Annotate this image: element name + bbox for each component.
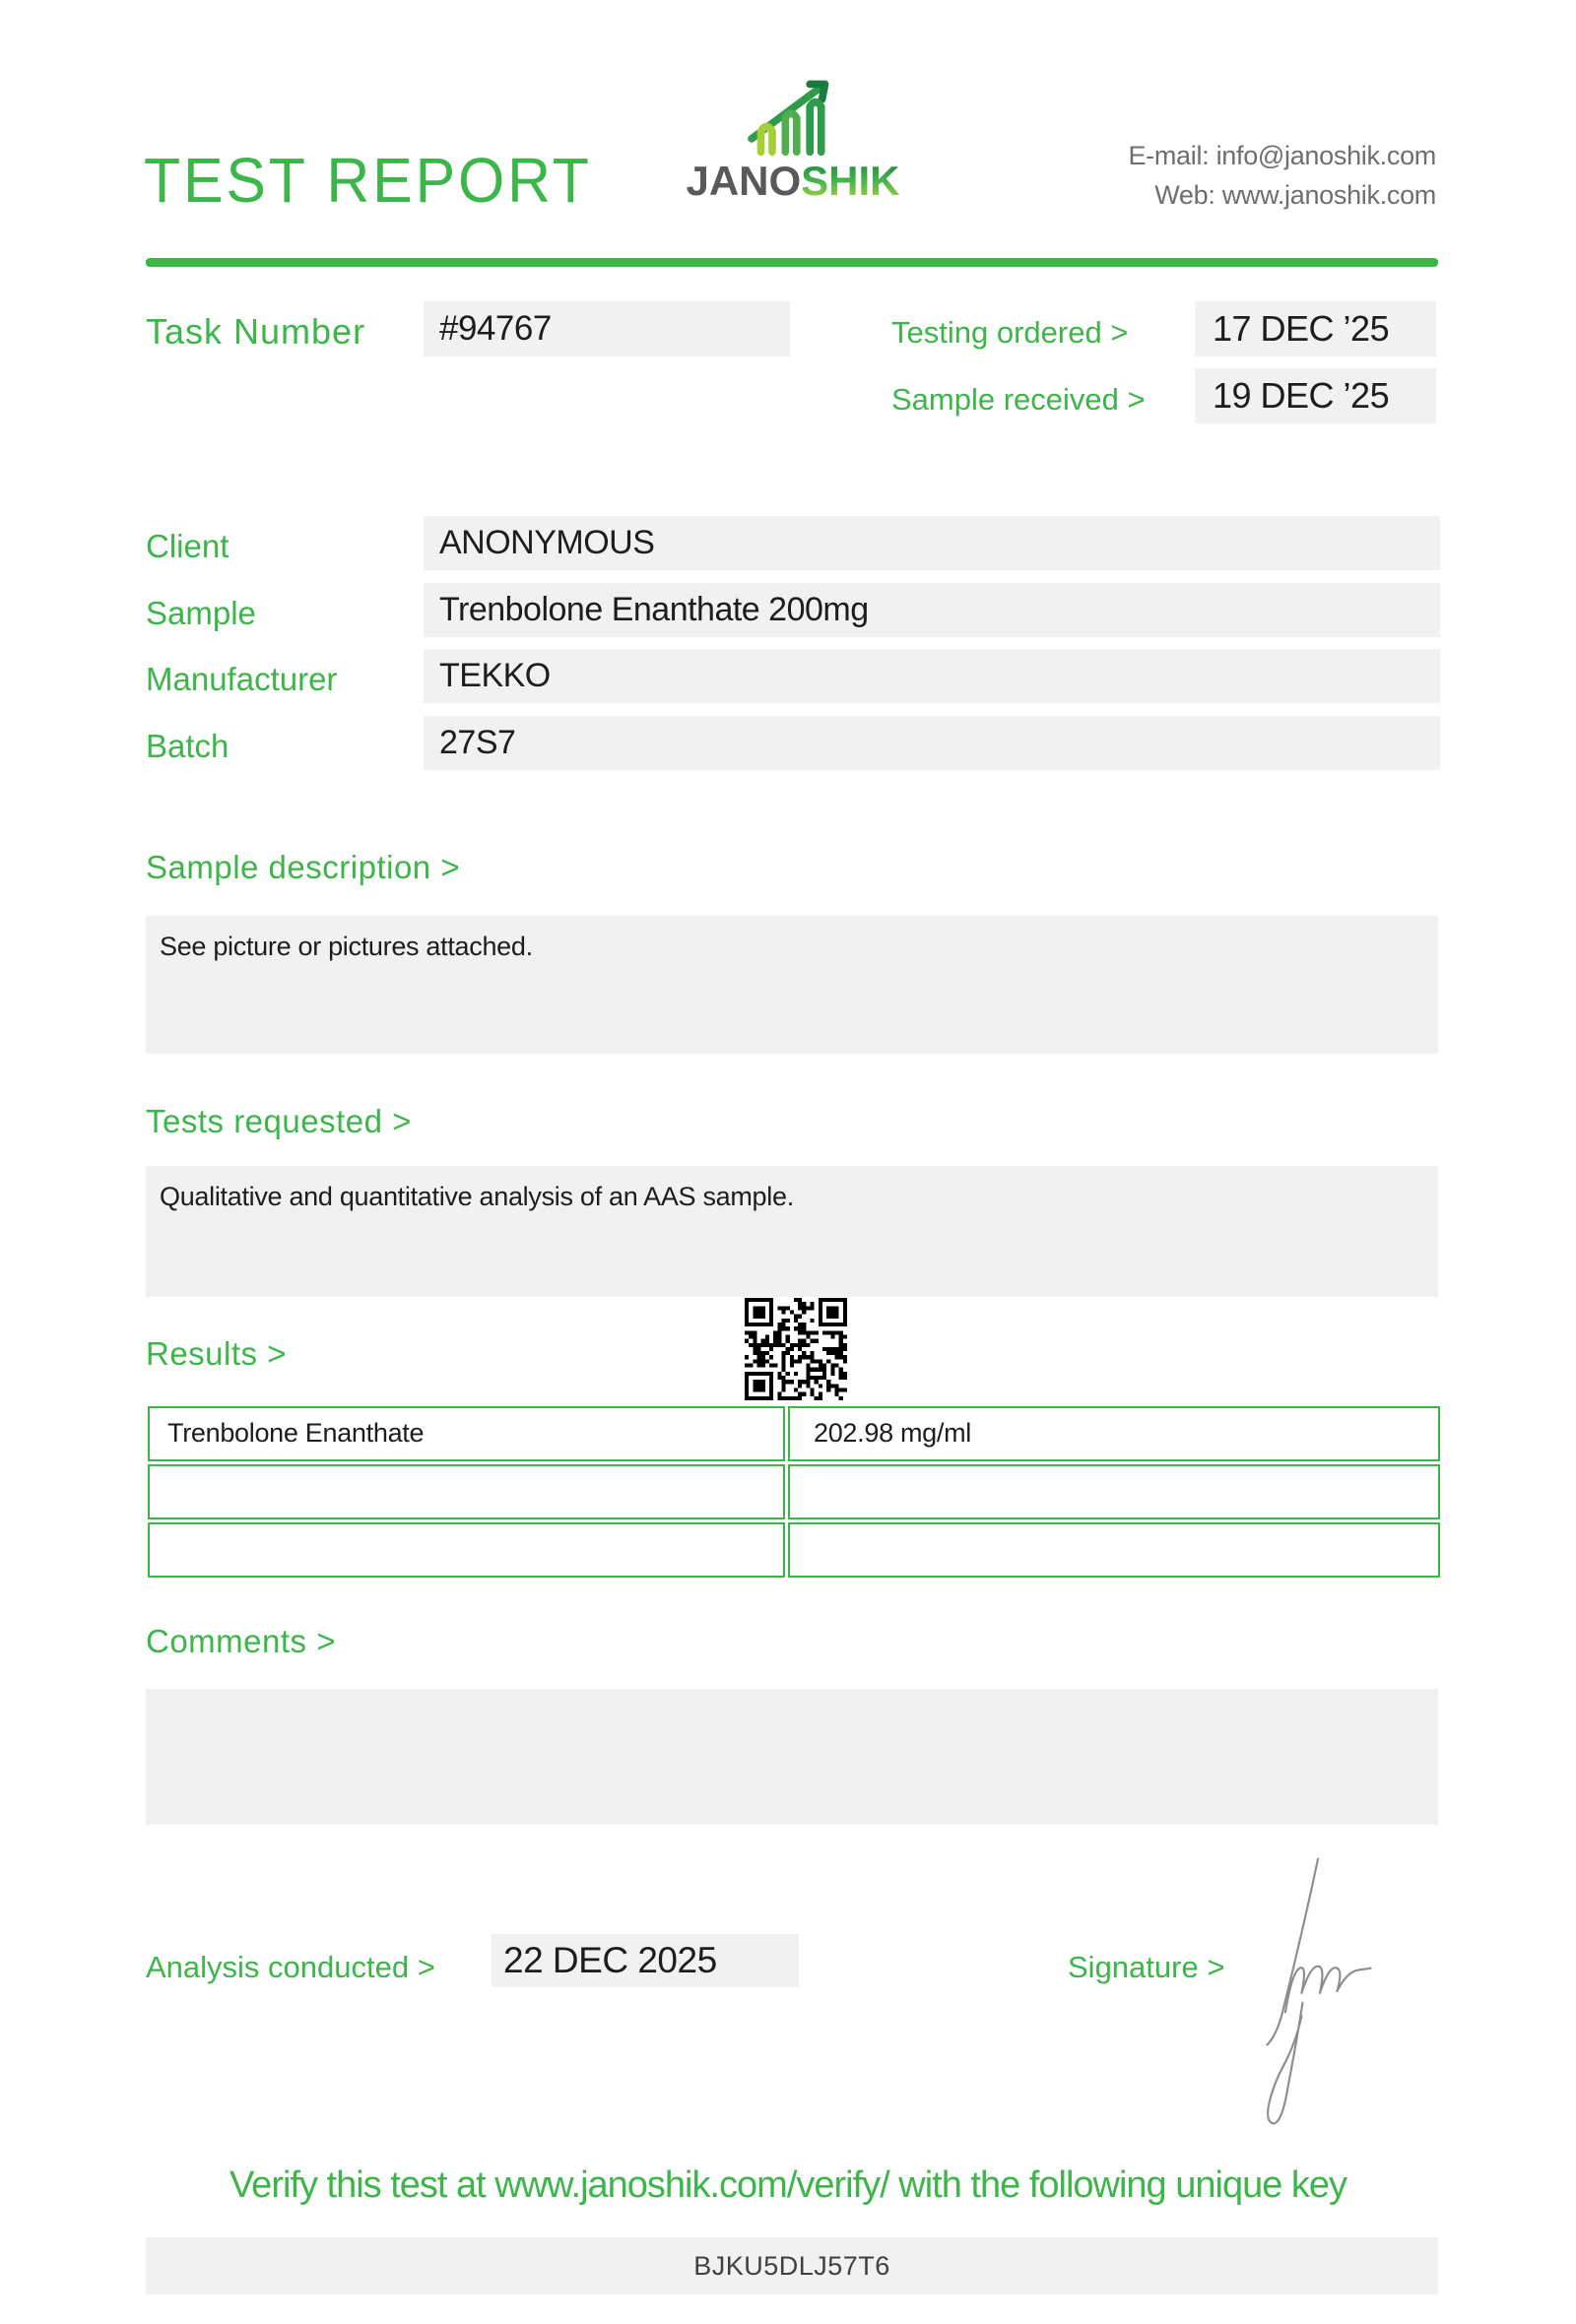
logo-wordmark [678,158,908,205]
client-label: Client [146,528,230,564]
sample-box [424,583,1440,637]
comments-body [146,1689,1438,1705]
task-number-label: Task Number [146,311,366,352]
table-row [148,1522,1440,1578]
task-number-box [424,301,790,356]
sample-description-body: See picture or pictures attached. [160,932,533,961]
sample-received-value: 19 DEC ’25 [1213,375,1390,416]
batch-label: Batch [146,728,230,764]
manufacturer-value: TEKKO [439,657,551,694]
tests-requested-heading: Tests requested > [146,1103,412,1139]
table-row [148,1464,1440,1519]
contact-info [1128,136,1436,215]
signature-graphic [1249,1847,1387,2135]
result-value-cell [788,1406,1440,1461]
result-value: 202.98 mg/ml [814,1418,971,1448]
batch-value: 27S7 [439,724,516,761]
header-divider [146,258,1438,267]
table-row [148,1406,1440,1461]
results-heading: Results > [146,1335,287,1372]
analysis-conducted-value: 22 DEC 2025 [503,1940,717,1980]
logo-jano: JANO [686,158,802,204]
sample-label: Sample [146,595,256,631]
testing-ordered-value: 17 DEC ’25 [1213,308,1390,349]
result-analyte-cell [148,1522,785,1578]
client-value: ANONYMOUS [439,524,655,561]
verify-key: BJKU5DLJ57T6 [693,2251,890,2281]
manufacturer-label: Manufacturer [146,661,338,697]
tests-requested-body: Qualitative and quantitative analysis of an AAS sample. [160,1182,794,1211]
sample-description-box [146,916,1438,1054]
qr-code [745,1298,847,1400]
result-analyte: Trenbolone Enanthate [167,1418,425,1448]
verify-key-box [146,2237,1438,2294]
testing-ordered-label: Testing ordered > [891,315,1129,350]
results-table [148,1406,1440,1581]
batch-box [424,716,1440,770]
logo-shik: SHIK [801,158,900,204]
logo-chart-arrow-icon [746,73,840,158]
contact-web: Web: www.janoshik.com [1154,180,1436,210]
result-value-cell [788,1522,1440,1578]
analysis-conducted-label: Analysis conducted > [146,1950,435,1984]
contact-email: E-mail: info@janoshik.com [1128,141,1436,170]
signature-label: Signature > [1068,1950,1225,1984]
logo [678,73,908,205]
result-analyte-cell [148,1464,785,1519]
task-number-value: #94767 [439,309,552,348]
tests-requested-box [146,1166,1438,1297]
comments-box [146,1689,1438,1825]
sample-received-label: Sample received > [891,382,1146,417]
client-box [424,516,1440,570]
page-title: TEST REPORT [144,145,592,216]
comments-heading: Comments > [146,1623,336,1659]
result-analyte-cell [148,1406,785,1461]
testing-ordered-box [1195,301,1436,356]
analysis-conducted-box [492,1934,799,1987]
sample-received-box [1195,368,1436,423]
sample-value: Trenbolone Enanthate 200mg [439,591,869,628]
verify-instruction: Verify this test at www.janoshik.com/verify/ with the following unique key [229,2164,1347,2206]
result-value-cell [788,1464,1440,1519]
manufacturer-box [424,649,1440,703]
sample-description-heading: Sample description > [146,849,461,885]
